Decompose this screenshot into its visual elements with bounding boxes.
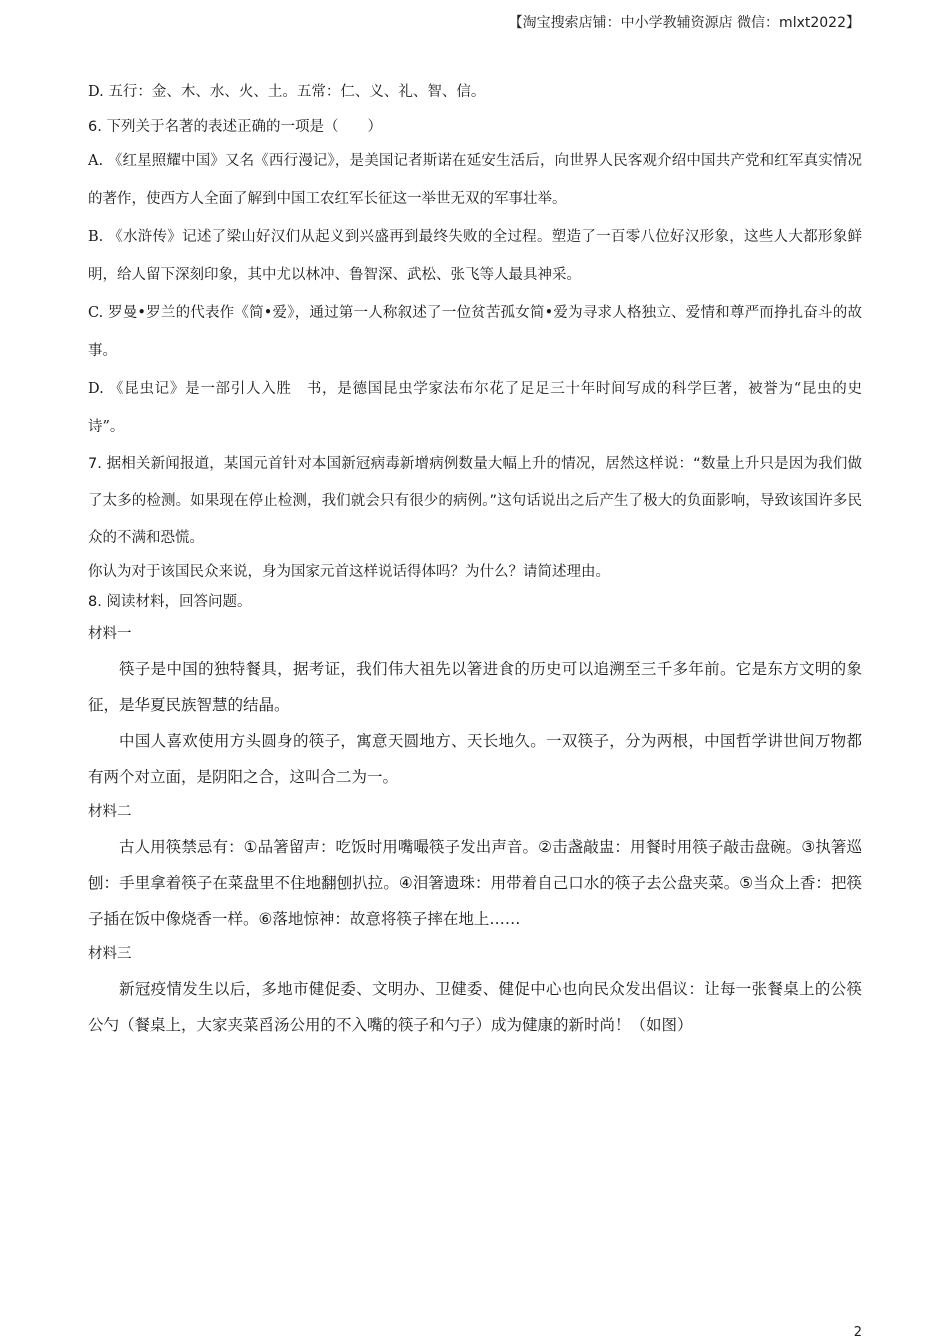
material1-paragraph-1: 筷子是中国的独特餐具，据考证，我们伟大祖先以箸进食的历史可以追溯至三千多年前。它是东方文明的象征，是华夏民族智慧的结晶。 — [88, 660, 862, 714]
q6-option-c: C. 罗曼•罗兰的代表作《简•爱》，通过第一人称叙述了一位贫苦孤女简•爱为寻求人格独立、爱情和尊严而挣扎奋斗的故事。 — [88, 305, 862, 359]
material3-label: 材料三 — [88, 946, 132, 962]
page-content — [88, 78, 862, 1043]
q7-stem: 7. 据相关新闻报道，某国元首针对本国新冠病毒新增病例数量大幅上升的情况，居然这样说：“数量上升只是因为我们做了太多的检测。如果现在停止检测，我们就会只有很少的病例。”这句话说出之后产生了极大的负面影响，导致该国许多民众的不满和恐慌。 — [88, 456, 862, 546]
material1-paragraph-2: 中国人喜欢使用方头圆身的筷子，寓意天圆地方、天长地久。一双筷子，分为两根，中国哲学讲世间万物都有两个对立面，是阴阳之合，这叫合二为一。 — [88, 732, 862, 786]
q7-question: 你认为对于该国民众来说，身为国家元首这样说话得体吗？为什么？请简述理由。 — [88, 564, 610, 580]
material2-label: 材料二 — [88, 804, 132, 820]
q5-option-d: D. 五行：金、木、水、火、土。五常：仁、义、礼、智、信。 — [88, 84, 486, 100]
material1-label: 材料一 — [88, 626, 132, 642]
q8-stem: 8. 阅读材料，回答问题。 — [88, 594, 252, 610]
q6-stem: 6. 下列关于名著的表述正确的一项是（ ） — [88, 119, 382, 135]
material3-paragraph-1: 新冠疫情发生以后，多地市健促委、文明办、卫健委、健促中心也向民众发出倡议：让每一张餐桌上的公筷公勺（餐桌上，大家夹菜舀汤公用的不入嘴的筷子和勺子）成为健康的新时尚！（如图） — [88, 980, 862, 1034]
q6-option-a: A. 《红星照耀中国》又名《西行漫记》，是美国记者斯诺在延安生活后，向世界人民客观介绍中国共产党和红军真实情况的著作，使西方人全面了解到中国工农红军长征这一举世无双的军事壮举。 — [88, 153, 862, 207]
material2-paragraph-1: 古人用筷禁忌有：①品箸留声：吃饭时用嘴嘬筷子发出声音。②击盏敲盅：用餐时用筷子敲击盘碗。③执箸巡刨：手里拿着筷子在菜盘里不住地翻刨扒拉。④泪箸遗珠：用带着自己口水的筷子去公盘夹菜。⑤当众上香：把筷子插在饭中像烧香一样。⑥落地惊神：故意将筷子摔在地上…… — [88, 838, 862, 928]
page-header: 【淘宝搜索店铺：中小学教辅资源店 微信：mlxt2022】 — [508, 15, 860, 31]
q6-option-d: D. 《昆虫记》是一部引人入胜 书，是德国昆虫学家法布尔花了足足三十年时间写成的科学巨著，被誉为“昆虫的史诗”。 — [88, 381, 862, 435]
page-number: 2 — [853, 1325, 862, 1340]
q6-option-b: B. 《水浒传》记述了梁山好汉们从起义到兴盛再到最终失败的全过程。塑造了一百零八位好汉形象，这些人大都形象鲜明，给人留下深刻印象，其中尤以林冲、鲁智深、武松、张飞等人最具神采。 — [88, 229, 862, 283]
